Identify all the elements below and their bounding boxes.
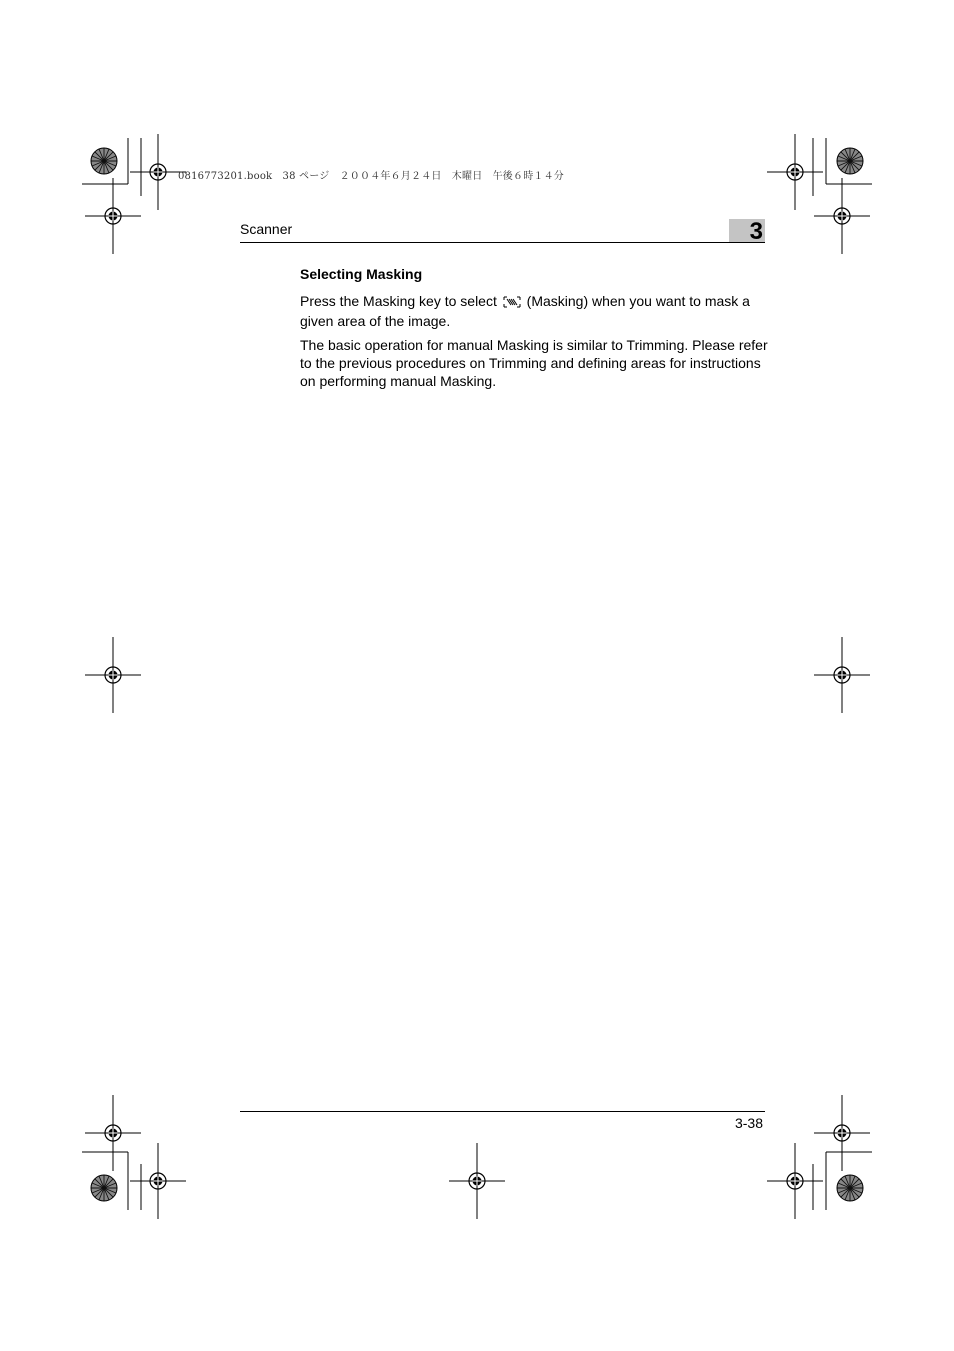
masking-icon — [503, 294, 521, 312]
running-header-title: Scanner — [240, 221, 293, 237]
page-number: 3-38 — [734, 1115, 763, 1131]
section-title: Selecting Masking — [300, 266, 423, 282]
star-target-top-right — [837, 148, 863, 174]
registration-mark — [767, 134, 823, 210]
registration-mark — [767, 1143, 823, 1219]
star-target-bottom-left — [91, 1175, 117, 1201]
header-rule — [240, 242, 765, 243]
star-target-bottom-right — [837, 1175, 863, 1201]
paragraph-text: Press the Masking key to select — [300, 293, 501, 309]
registration-mark — [814, 637, 870, 713]
registration-mark — [85, 1095, 141, 1171]
registration-mark — [814, 178, 870, 254]
paragraph-text: (Masking) when you want to mask a given area of the image. — [300, 293, 750, 329]
registration-mark — [449, 1143, 505, 1219]
chapter-tab — [729, 218, 765, 245]
footer-rule — [240, 1111, 765, 1112]
paragraph-masking-key — [300, 292, 768, 330]
registration-mark — [130, 1143, 186, 1219]
registration-mark — [85, 178, 141, 254]
paragraph-manual-masking: The basic operation for manual Masking is similar to Trimming. Please refer to the previous procedures on Trimming and defining areas for instructions on performing manual Masking. — [300, 337, 768, 389]
chapter-number: 3 — [749, 218, 763, 245]
star-target-top-left — [91, 148, 117, 174]
registration-mark — [814, 1095, 870, 1171]
print-slug: 0816773201.book 38 ページ ２００４年６月２４日 木曜日 午後６時１４分 — [178, 171, 565, 182]
registration-mark — [85, 637, 141, 713]
